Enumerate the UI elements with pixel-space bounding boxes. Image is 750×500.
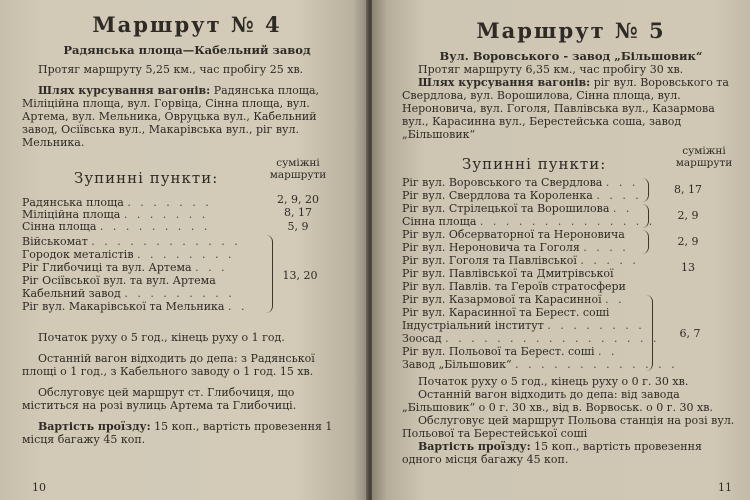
list-item: Ріг вул. Казармової та Карасинної . .: [402, 294, 625, 306]
page-left: [0, 0, 368, 500]
route-5-neighbor-5: 6, 7: [679, 327, 701, 340]
route-5-path: [402, 76, 740, 141]
route-5-brace-4: [646, 295, 653, 371]
route-5-path-label: Шлях курсування вагонів:: [418, 76, 591, 89]
route-5-stops-header: [402, 145, 740, 175]
route-5-brace-3: [642, 230, 649, 254]
list-item: Сінна площа . . . . . . . . . . . . . .: [402, 216, 656, 228]
route-4-stop-list: [22, 193, 352, 315]
list-item: Ріг вул. Свердлова та Короленка . . . .: [402, 190, 642, 202]
page-number-right: 11: [718, 481, 732, 494]
route-4-neighbor-1: 2, 9, 20: [277, 193, 319, 206]
route-4-last-car: Останній вагон відходить до депа: з Радянської площі о 1 год., з Кабельного заводу о 1 год. 15 хв.: [22, 352, 315, 378]
list-item: Ріг вул. Павлів. та Героїв стратосфери: [402, 281, 626, 293]
list-item: Військомат . . . . . . . . . . . .: [22, 236, 241, 248]
route-5-start: Початок руху о 5 год., кінець руху о 0 г. 30 хв.: [418, 375, 689, 388]
route-5-neighbor-1: 8, 17: [674, 183, 702, 196]
route-5-stop-list: [402, 177, 740, 373]
list-item: Міліційна площа . . . . . . .: [22, 209, 209, 221]
route-4-stops-title: Зупинні пункти:: [74, 169, 219, 187]
list-item: Ріг вул. Польової та Берест. соші . .: [402, 346, 618, 358]
route-4-neighbor-3: 5, 9: [287, 220, 309, 233]
list-item: Ріг вул. Павлівської та Дмитрівської: [402, 268, 614, 280]
page-number-left: 10: [32, 481, 46, 494]
page-right: [372, 0, 750, 500]
route-5-title: Маршрут № 5: [476, 18, 666, 43]
list-item: Ріг вул. Стрілецької та Ворошилова . .: [402, 203, 633, 215]
route-4-title: Маршрут № 4: [92, 12, 282, 37]
route-5-length: Протяг маршруту 6,35 км., час пробігу 30 хв.: [418, 63, 684, 76]
route-4-served: Обслуговує цей маршрут ст. Глибочиця, що міститься на розі вулиць Артема та Глибочиці.: [22, 386, 297, 412]
list-item: Зоосад . . . . . . . . . . . . . . . . .: [402, 333, 660, 345]
list-item: Радянська площа . . . . . . .: [22, 197, 212, 209]
route-5-neighbor-2: 2, 9: [677, 209, 699, 222]
list-item: Ріг Осіївської вул. та вул. Артема: [22, 275, 216, 287]
route-5-subtitle: Вул. Воровського - завод „Більшовик“: [439, 49, 703, 63]
route-5-neighbor-3: 2, 9: [677, 235, 699, 248]
list-item: Завод „Більшовик“ . . . . . . . . . . . . .: [402, 359, 678, 371]
route-4-path-text: Радянська площа, Міліційна площа, вул. Горвіца, Сінна площа, вул. Артема, вул. Мельника, Овруцька вул., Кабельний завод, Осіївська вул., Макарівська вул., ріг вул. Мельника.: [22, 84, 320, 149]
route-4-path-label: Шлях курсування вагонів:: [38, 84, 211, 97]
list-item: Городок металістів . . . . . . . .: [22, 249, 235, 261]
route-4-neighbors-header: суміжні маршрути: [269, 157, 327, 181]
route-5-served: Обслуговує цей маршрут Польова станція на розі вул. Польової та Берестейської соші: [402, 414, 735, 440]
route-5-brace-2: [642, 204, 649, 228]
route-5-neighbor-4: 13: [681, 261, 695, 274]
route-5-brace-1: [642, 178, 649, 202]
route-5-path-text: ріг вул. Воровського та Свердлова, вул. Ворошилова, Сінна площа, вул. Нероновича, вул. Гоголя, Павлівська вул., Казармова вул., Карасинна вул., Берестейська соша, завод „Більшовик“: [402, 76, 729, 141]
list-item: Кабельний завод . . . . . . . . .: [22, 288, 235, 300]
route-5-last-car: Останній вагон відходить до депа: від завода „Більшовик“ о 0 г. 30 хв., від в. Ворвоськ. о 0 г. 30 хв.: [402, 388, 713, 414]
list-item: Ріг вул. Воровського та Свердлова . . .: [402, 177, 639, 189]
list-item: Ріг вул. Карасинної та Берест. соші: [402, 307, 610, 319]
route-4-fare: Вартість проїзду: 15 коп., вартість провезення 1 місця багажу 45 коп.: [22, 420, 333, 446]
route-4-neighbor-2: 8, 17: [284, 206, 312, 219]
route-4-subtitle: Радянська площа—Кабельний завод: [63, 43, 311, 57]
route-5-fare: Вартість проїзду: 15 коп., вартість провезення одного місця багажу 45 коп.: [402, 440, 702, 466]
route-5-stops-title: Зупинні пункти:: [462, 155, 607, 173]
list-item: Сінна площа . . . . . . . . .: [22, 221, 211, 233]
list-item: Ріг вул. Обсерваторної та Нероновича: [402, 229, 625, 241]
list-item: Ріг вул. Макарівської та Мельника . .: [22, 301, 248, 313]
list-item: Індустріальний інститут . . . . . . . .: [402, 320, 645, 332]
list-item: Ріг вул. Нероновича та Гоголя . . . .: [402, 242, 629, 254]
route-4-length: Протяг маршруту 5,25 км., час пробігу 25 хв.: [38, 63, 304, 76]
list-item: Ріг Глибочиці та вул. Артема . . .: [22, 262, 228, 274]
route-4-neighbor-4: 13, 20: [282, 269, 318, 282]
route-4-path: [22, 84, 352, 149]
route-4-stops-header: [22, 155, 352, 189]
route-5-neighbors-header: суміжні маршрути: [675, 145, 733, 169]
route-4-start: Початок руху о 5 год., кінець руху о 1 год.: [38, 331, 285, 344]
list-item: Ріг вул. Гоголя та Павлівської . . . . .: [402, 255, 639, 267]
